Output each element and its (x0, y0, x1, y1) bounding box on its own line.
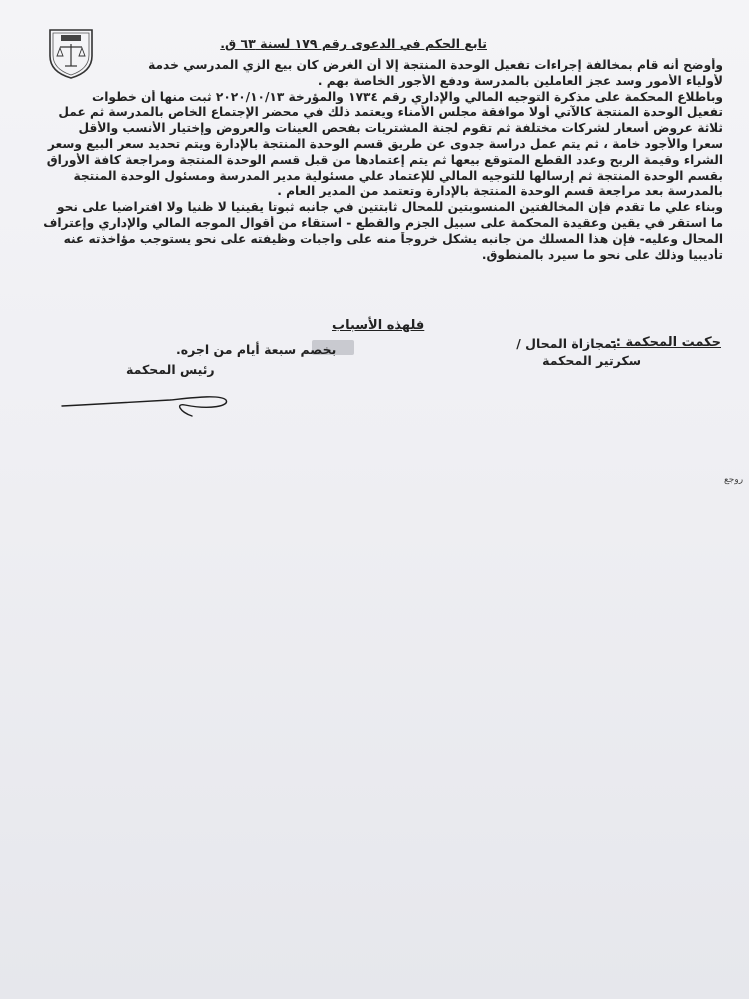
body-line: سعرا والأجود خامة ، ثم يتم عمل دراسة جدوى عن طريق قسم الوحدة المنتجة بالإدارة ويتم تحديد سعر البيع وسعر (47, 136, 723, 151)
body-line: وأوضح أنه قام بمخالفة إجراءات تفعيل الوحدة المنتجة إلا أن الغرض كان بيع الزي المدرسي خدمة (148, 58, 723, 72)
body-line: وبناء علي ما تقدم فإن المخالفتين المنسوبتين للمحال ثابتتين في جانبه ثبوتا يقينيا لا ظنيا ولا افتراضيا على نحو (57, 200, 723, 215)
body-line: تأديبيا وذلك على نحو ما سيرد بالمنطوق. (481, 247, 723, 262)
secretary-signature-label: سكرتير المحكمة (542, 353, 641, 368)
margin-note: روجع (724, 475, 744, 485)
body-line: ما استقر في يقين وعقيدة المحكمة على سبيل الجزم والقطع - استقاء من أقوال الموجه المالي والإداري وإعتراف (43, 215, 723, 230)
body-line: وباطلاع المحكمة على مذكرة التوجيه المالي والإداري رقم ١٧٣٤ والمؤرخة ٢٠٢٠/١٠/١٣ ثبت منها أن خطوات (92, 89, 723, 104)
body-line: بقسم الوحدة المنتجة ثم إرسالها للتوجيه المالي للإعتماد علي مسئولية مدير المدرسة ومسئول الوحدة المنتجة (73, 168, 723, 183)
ruling-penalty: بخصم سبعة أيام من اجره. (176, 342, 337, 357)
judgment-body (28, 58, 723, 263)
body-line: الشراء وقيمة الربح وعدد القطع المتوقع بيعها ثم يتم إعتمادها من قبل قسم الوحدة المنتجة ومراجعة كافة الأوراق (46, 152, 723, 167)
reasons-heading: فلهذه الأسباب (332, 318, 425, 333)
handwritten-signature (60, 380, 230, 420)
body-line: تفعيل الوحدة المنتجة كالآتي أولا موافقة مجلس الأمناء ويعتمد ذلك في محضر الإجتماع الخاص بالمدرسة ثم عمل (58, 105, 723, 120)
ruling-value: بمجازاة المحال / (516, 336, 617, 351)
body-line: ثلاثة عروض أسعار لشركات مختلفة ثم تقوم لجنة المشتريات بفحص العينات والعروض وإختيار الأنسب والأقل (78, 121, 723, 136)
body-line: لأولياء الأمور وسد عجز العاملين بالمدرسة ودفع الأجور الخاصة بهم . (317, 73, 723, 88)
body-line: المحال وعليه- فإن هذا المسلك من جانبه يشكل خروجاً منه على واجبات وظيفته على نحو يستوجب مؤاخذته عنه (63, 231, 723, 246)
president-signature-label: رئيس المحكمة (126, 362, 215, 377)
body-line: بالمدرسة بعد مراجعة قسم الوحدة المنتجة بالإدارة وتعتمد من المدير العام . (277, 184, 723, 199)
page-header: تابع الحكم في الدعوى رقم ١٧٩ لسنة ٦٣ ق. (220, 36, 487, 51)
ruling-label: حكمت المحكمة :- (610, 335, 721, 350)
